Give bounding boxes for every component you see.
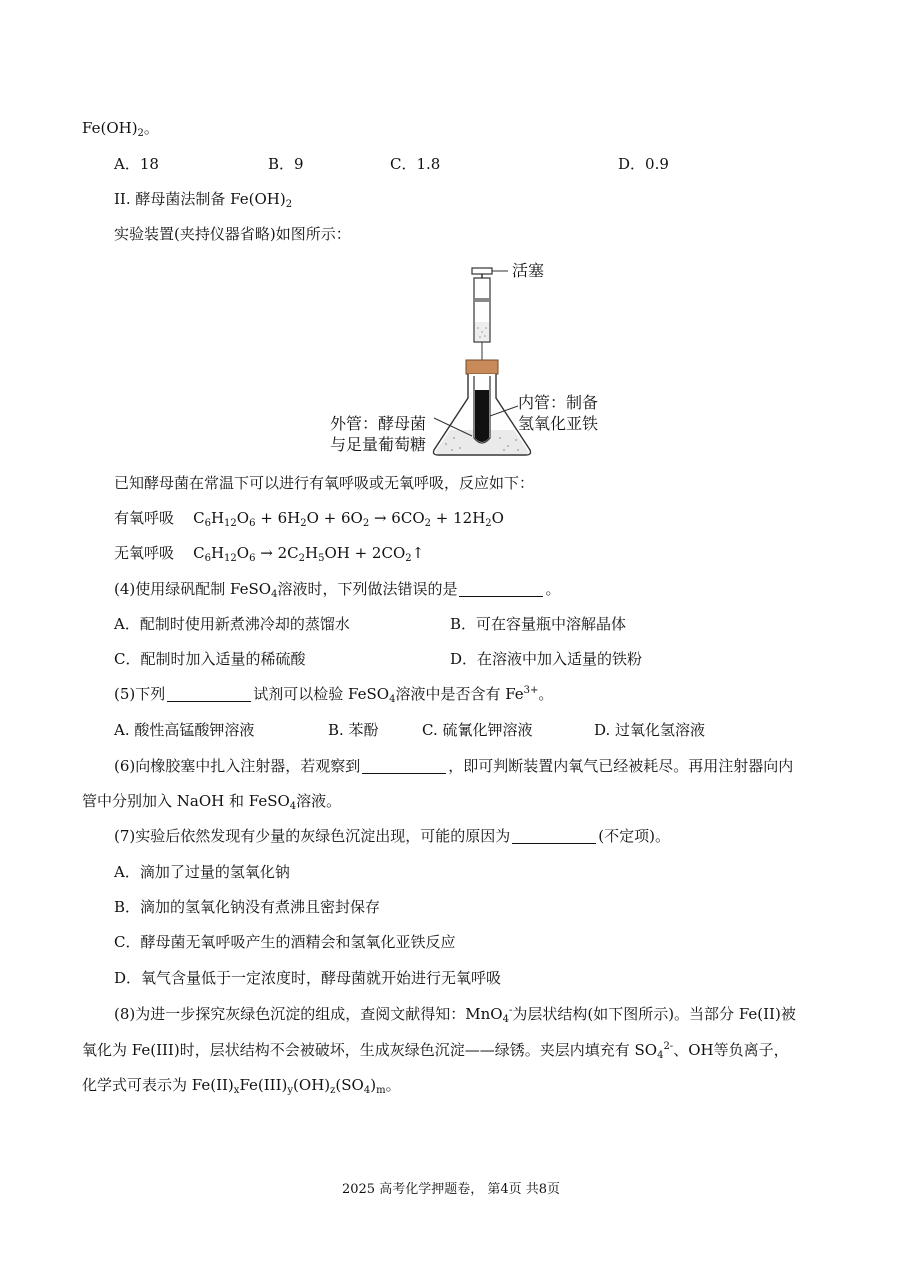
inner-tube-label-2: 氢氧化亚铁 (518, 414, 599, 433)
q3-option-c: C．1.8 (390, 155, 441, 173)
outer-tube-label-1: 外管：酵母菌 (330, 414, 427, 433)
q3-option-d: D．0.9 (618, 155, 669, 173)
q6-text-2: 管中分别加入 NaOH 和 FeSO$_4$溶液。 (82, 792, 342, 812)
anaerobic-label: 无氧呼吸 (114, 544, 175, 562)
page-footer: 2025 高考化学押题卷， 第4页 共8页 (341, 1182, 561, 1197)
q3-option-a: A．18 (114, 155, 159, 173)
q7-text: (7)实验后依然发现有少量的灰绿色沉淀出现，可能的原因为 (不定项)。 (114, 827, 670, 845)
q7-option-a: A．滴加了过量的氢氧化钠 (114, 863, 290, 881)
q7-option-d: D．氧气含量低于一定浓度时，酵母菌就开始进行无氧呼吸 (114, 969, 502, 987)
q3-option-b: B．9 (268, 155, 304, 173)
q7-option-b: B．滴加的氢氧化钠没有煮沸且密封保存 (114, 898, 381, 916)
q7-answer-blank (512, 827, 596, 844)
q4-option-c: C．配制时加入适量的稀硫酸 (114, 650, 306, 668)
q6-text-1: (6)向橡胶塞中扎入注射器，若观察到 ，即可判断装置内氧气已经被耗尽。再用注射器向内 (114, 757, 794, 775)
q4-answer-blank (459, 580, 543, 597)
outer-tube-label-2: 与足量葡萄糖 (330, 435, 427, 454)
q8-text-1: (8)为进一步探究灰绿色沉淀的组成，查阅文献得知：MnO$_4$-为层状结构(如下图所示)。当部分 Fe(II)被 (114, 1005, 796, 1025)
known-text: 已知酵母菌在常温下可以进行有氧呼吸或无氧呼吸，反应如下： (114, 474, 535, 492)
q4-option-a: A．配制时使用新煮沸冷却的蒸馏水 (114, 615, 350, 633)
stopcock-label: 活塞 (512, 261, 545, 280)
q8-text-3: 化学式可表示为 $Fe(II)_xFe(III)_y(OH)_z(SO_4)_m$。 (82, 1076, 401, 1096)
anaerobic-equation: 无氧呼吸 $C_6H_{12}O_6 \to 2C_2H_5OH$ + $2CO_2↑$ (114, 544, 425, 564)
q4-option-d: D．在溶液中加入适量的铁粉 (450, 650, 643, 668)
aerobic-equation: 有氧呼吸 $C_6H_{12}O_6 + 6H_2O + 6O_2 \to 6CO_2 + 12H_2O$ (114, 509, 504, 529)
q6-answer-blank (362, 757, 446, 774)
q4-text: (4)使用绿矾配制 FeSO$_4$溶液时，下列做法错误的是 。 (114, 580, 561, 600)
q4-option-b: B．可在容量瓶中溶解晶体 (450, 615, 627, 633)
q7-option-c: C．酵母菌无氧呼吸产生的酒精会和氢氧化亚铁反应 (114, 933, 456, 951)
q5-option-c: C. 硫氰化钾溶液 (422, 721, 533, 739)
q5-option-d: D. 过氧化氢溶液 (594, 721, 706, 739)
inner-tube-label-1: 内管：制备 (518, 393, 599, 412)
q5-option-a: A. 酸性高锰酸钾溶液 (114, 721, 255, 739)
q5-option-b: B. 苯酚 (328, 721, 379, 739)
q5-text: (5)下列 试剂可以检验 FeSO$_4$溶液中是否含有 $Fe^{3+}$。 (114, 685, 554, 705)
apparatus-figure (322, 258, 622, 463)
section2-title: II. 酵母菌法制备 $Fe(OH)_2$ (114, 190, 293, 210)
apparatus-intro: 实验装置(夹持仪器省略)如图所示： (114, 225, 351, 243)
q5-answer-blank (167, 685, 251, 702)
q8-text-2: 氧化为 Fe(III)时，层状结构不会被破坏，生成灰绿色沉淀——绿锈。夹层内填充有 $SO_4^{2-}$、OH等负离子， (82, 1041, 789, 1061)
fe-oh2-tail: $Fe(OH)_2$。 (82, 119, 159, 139)
aerobic-label: 有氧呼吸 (114, 509, 175, 527)
